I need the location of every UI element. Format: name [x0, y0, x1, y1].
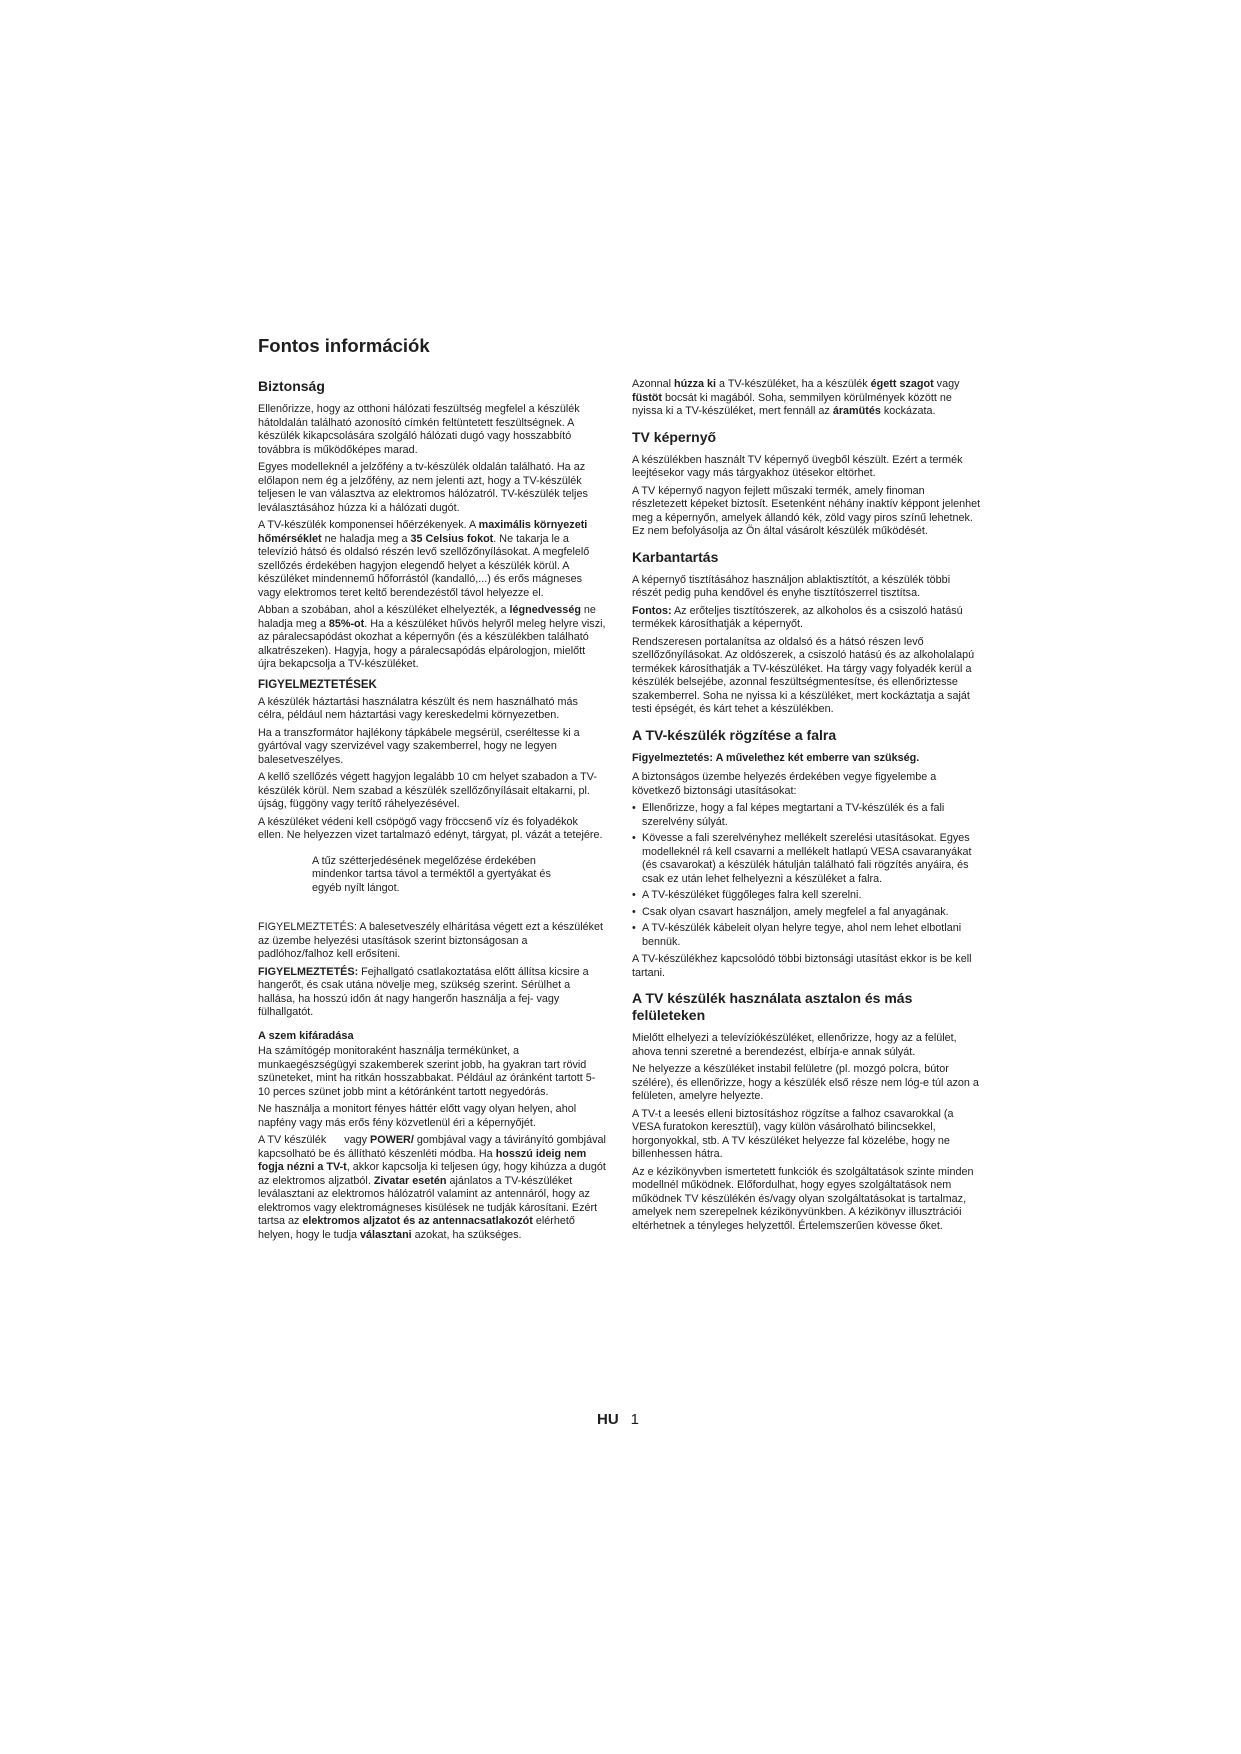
warning-paragraph: Ha a transzformátor hajlékony tápkábele megsérül, cseréltesse ki a gyártóval vagy szervizével vagy szakemberrel, hogy ne legyen balesetveszélyes. — [258, 726, 580, 766]
eye-paragraph: A TV készülék vagy POWER/ gombjával vagy a távirányító gombjával kapcsolható be és állítható készenléti módba. Ha hosszú ideig nem fogja nézni a TV-t, akkor kapcsolja ki teljesen úgy, hogy kihúzza a dugót az elektromos aljzatból. Zivatar esetén ajánlatos a TV-készüléket leválasztani az elektromos hálózatról valamint az antennáról, hogy az elektromos vagy elektromágneses kisülések ne tudják károsítani. Ezért tartsa az elektromos aljzatot és az antennacsatlakozót elérhető helyen, hogy le tudja választani azokat, ha szükséges. — [258, 1134, 606, 1241]
table-use-heading: A TV készülék használata asztalon és más felületeken — [632, 990, 913, 1023]
warning-paragraph: A kellő szellőzés végett hagyjon legalább 10 cm helyet szabadon a TV-készülék körül. Nem szabad a készülék szellőzőnyílásait eltakarni, pl. újság, függöny vagy terítő ráhelyezésével. — [258, 771, 597, 810]
table-use-paragraph: Mielőtt elhelyezi a televíziókészüléket, ellenőrizze, hogy az a felület, ahova tenni szeretné a berendezést, elbírja-e annak súlyát. — [632, 1032, 957, 1058]
maintenance-paragraph: Fontos: Az erőteljes tisztítószerek, az alkoholos és a csiszoló hatású termékek károsíthatják a képernyőt. — [632, 604, 963, 630]
eye-paragraph: Ha számítógép monitoraként használja termékünket, a munkaegészségügyi szakemberek szerint jobb, ha gyakran tart rövid szüneteket, mint ha ritkán hosszabbakat. Például az óránként tartott 5-10 perces szünet jobb mint a kétóránként tartott negyedórás. — [258, 1045, 596, 1098]
page-footer — [597, 1411, 639, 1428]
wall-mount-list — [632, 802, 982, 949]
warning-paragraph: FIGYELMEZTETÉS: A balesetveszély elhárítása végett ezt a készüléket az üzembe helyezési utasítások szerint biztonságosan a padlóhoz/falhoz kell erősíteni. — [258, 921, 604, 960]
list-item: • Kövesse a fali szerelvényhez mellékelt szerelési utasításokat. Egyes modelleknél rá kell csavarni a mellékelt hatlapú VESA csavaranyákat (és csavarokat) a készülék hátulján található fali rögzítés anyáira, és csak ez után lehet felhelyezni a készüléket a falra. — [632, 832, 982, 886]
safety-paragraph: Abban a szobában, ahol a készüléket elhelyezték, a légnedvesség ne haladja meg a 85%-ot. Ha a készüléket hűvös helyről meleg helyre viszi, az páralecsapódást okozhat a képernyőn (és a készülékben található alkatrészeken). Hagyja, hogy a páralecsapódás elpárologjon, mielőtt újra bekapcsolja a TV-készüléket. — [258, 604, 606, 670]
warning-paragraph: FIGYELMEZTETÉS: Fejhallgató csatlakoztatása előtt állítsa kicsire a hangerőt, és csak utána növelje meg, szükség szerint. Sérülhet a hallása, ha hosszú időn át nagy hangerőn használja a fej- vagy fülhallgatót. — [258, 965, 589, 1018]
safety-heading: Biztonság — [258, 378, 325, 394]
eye-paragraph: Ne használja a monitort fényes háttér előtt vagy olyan helyen, ahol napfény vagy más erős fény közvetlenül éri a képernyőjét. — [258, 1103, 577, 1129]
language-code: HU — [597, 1411, 619, 1428]
safety-paragraph: Egyes modelleknél a jelzőfény a tv-készülék oldalán található. Ha az előlapon nem ég a jelzőfény, az nem jelenti azt, hogy a TV-készülék teljesen le van választva az elektromos hálózatról. TV-készülék teljes leválasztásához húzza ki a hálózati dugót. — [258, 461, 588, 514]
page-title: Fontos információk — [258, 335, 430, 356]
safety-paragraph: Ellenőrizze, hogy az otthoni hálózati feszültség megfelel a készülék hátoldalán található azonosító címkén feltüntetett feszültségnek. A készülék kikapcsolására szolgáló hálózati dugó vagy hosszabbító továbbra is működőképes marad. — [258, 403, 580, 456]
warnings-heading: FIGYELMEZTETÉSEK — [258, 678, 377, 691]
wall-mount-heading: A TV-készülék rögzítése a falra — [632, 726, 837, 743]
maintenance-paragraph: A képernyő tisztításához használjon ablaktisztítót, a készülék többi részét pedig puha kendővel és enyhe tisztítószerrel tisztítsa. — [632, 573, 951, 599]
left-column — [258, 378, 606, 1246]
wall-mount-intro: A biztonságos üzembe helyezés érdekében vegye figyelembe a következő biztonsági utasításokat: — [632, 771, 937, 797]
tv-screen-heading: TV képernyő — [632, 428, 717, 445]
list-item: • A TV-készüléket függőleges falra kell szerelni. — [632, 889, 982, 903]
screen-paragraph: A TV képernyő nagyon fejlett műszaki termék, amely finoman részletezett képeket biztosít. Esetenként néhány inaktív képpont jelenhet meg a képernyőn, amelyek állandó kék, zöld vagy piros színű lehetnek. Ez nem befolyásolja az Ön által vásárolt készülék működését. — [632, 484, 981, 537]
list-item: • A TV-készülék kábeleit olyan helyre tegye, ahol nem lehet elbotlani bennük. — [632, 922, 982, 949]
maintenance-heading: Karbantartás — [632, 548, 719, 565]
wall-mount-warning: Figyelmeztetés: A művelethez két emberre van szükség. — [632, 751, 920, 764]
wall-mount-outro: A TV-készülékhez kapcsolódó többi biztonsági utasítást ekkor is be kell tartani. — [632, 953, 972, 979]
list-item: • Ellenőrizze, hogy a fal képes megtartani a TV-készülék és a fali szerelvény súlyát. — [632, 802, 982, 829]
list-item: • Csak olyan csavart használjon, amely megfelel a fal anyagának. — [632, 906, 982, 920]
right-column — [632, 378, 982, 1237]
unplug-paragraph: Azonnal húzza ki a TV-készüléket, ha a készülék égett szagot vagy füstöt bocsát ki magából. Soha, semmilyen körülmények között ne nyissa ki a TV-készüléket, mert fennáll az áramütés kockázata. — [632, 378, 960, 417]
eye-strain-heading: A szem kifáradása — [258, 1029, 354, 1042]
table-use-paragraph: Az e kézikönyvben ismertetett funkciók és szolgáltatások szinte minden modellnél működnek. Előfordulhat, hogy egyes szolgáltatások nem működnek TV készülékén és/vagy olyan szolgáltatásokat is tartalmaz, amelyek nem szerepelnek kézikönyvünkben. A kézikönyv illusztrációi eltérhetnek a tényleges helyzettől. Értelemszerűen kövesse őket. — [632, 1165, 974, 1232]
maintenance-paragraph: Rendszeresen portalanítsa az oldalsó és a hátsó részen levő szellőzőnyílásokat. Az oldószerek, a csiszoló hatású és az alkoholalapú termékek károsíthatják a TV-készüléket. Ha tárgy vagy folyadék kerül a készülék belsejébe, azonnal feszültségmentesítse, és ellenőriztesse szakemberrel. Soha ne nyissa ki a készüléket, mert kockáztatja a saját testi épségét, és kárt tehet a készülékben. — [632, 635, 975, 715]
table-use-paragraph: Ne helyezze a készüléket instabil felületre (pl. mozgó polcra, bútor szélére), és ellenőrizze, hogy a készülék első része nem lóg-e túl azon a felületen, amelyre helyezte. — [632, 1063, 979, 1102]
warning-paragraph: A készüléket védeni kell csöpögő vagy fröccsenő víz és folyadékok ellen. Ne helyezzen vizet tartalmazó edényt, tárgyat, pl. vázát a tetejére. — [258, 815, 603, 841]
page-number: 1 — [630, 1411, 640, 1428]
fire-warning-note: A tűz szétterjedésének megelőzése érdekében mindenkor tartsa távol a terméktől a gyertyákat és egyéb nyílt lángot. — [312, 854, 551, 894]
warning-paragraph: A készülék háztartási használatra készült és nem használható más célra, például nem háztartási vagy kereskedelmi környezetben. — [258, 695, 578, 721]
screen-paragraph: A készülékben használt TV képernyő üvegből készült. Ezért a termék leejtésekor vagy más tárgyakhoz ütésekor eltörhet. — [632, 453, 963, 479]
table-use-paragraph: A TV-t a leesés elleni biztosításhoz rögzítse a falhoz csavarokkal (a VESA furatokon keresztül), vagy külön vásárolható bilincsekkel, horgonyokkal, stb. A TV készüléket helyezze fal közelébe, hogy ne billenhessen hátra. — [632, 1107, 954, 1160]
safety-paragraph: A TV-készülék komponensei hőérzékenyek. A maximális környezeti hőmérséklet ne haladja meg a 35 Celsius fokot. Ne takarja le a televízió hátsó és oldalsó részén levő szellőzőnyílásokat. A megfelelő szellőzés érdekében hagyjon elegendő helyet a készülék körül. A készüléket mindennemű hőforrástól (kandalló,...) és erős mágneses vagy elektromos teret keltő berendezéstől távol helyezze el. — [258, 519, 590, 599]
